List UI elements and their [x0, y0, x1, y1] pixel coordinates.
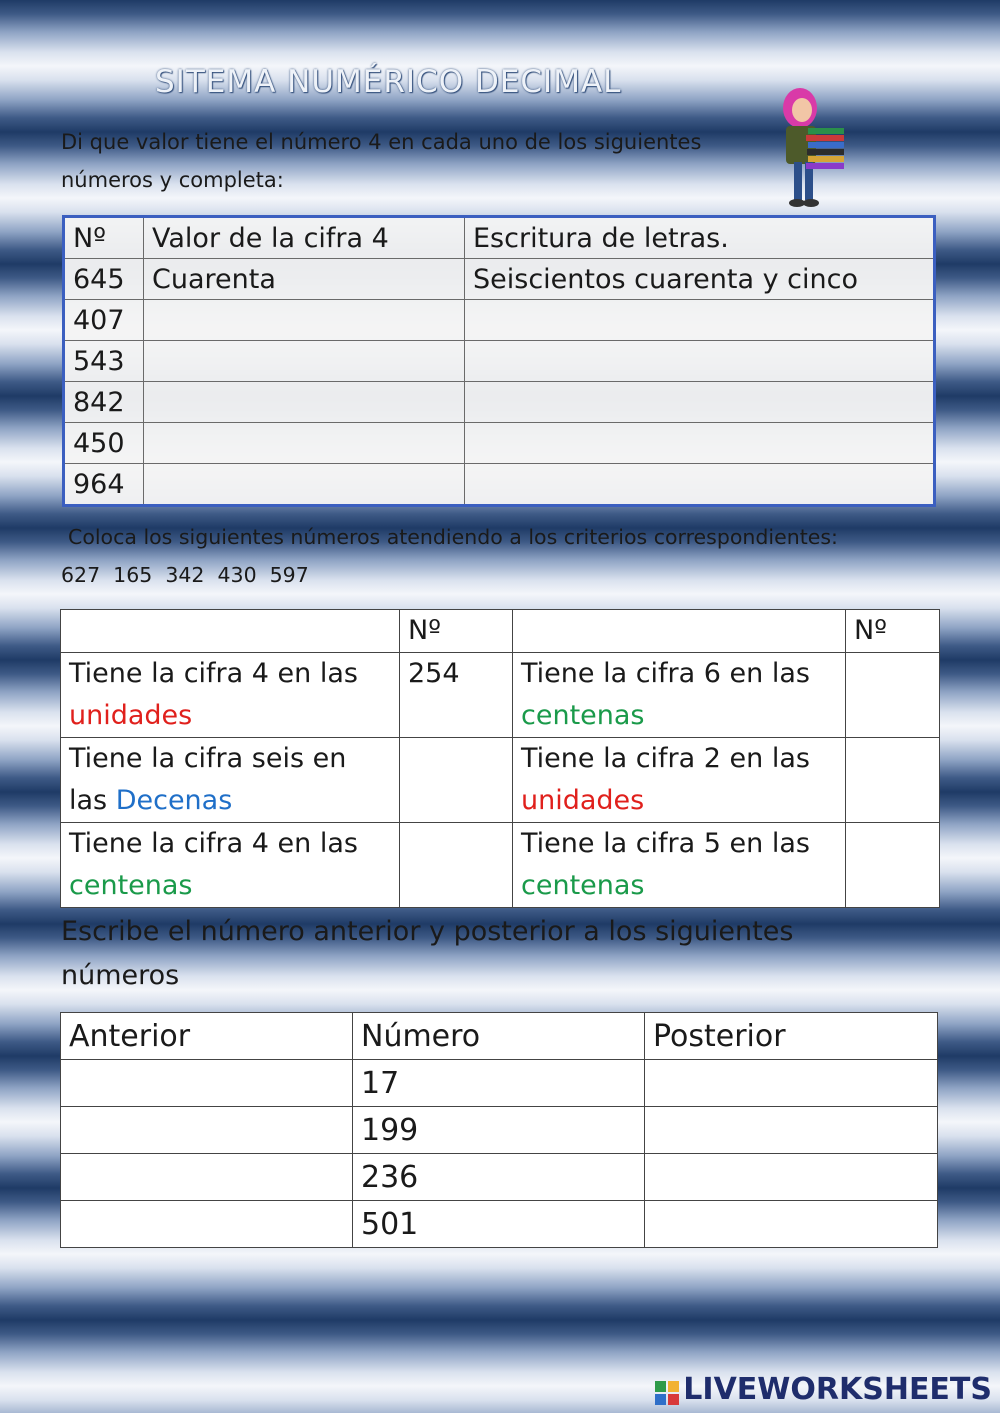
header-cell: Anterior	[61, 1013, 353, 1060]
liveworksheets-logo-text: LIVEWORKSHEETS	[683, 1372, 992, 1407]
words-input-cell[interactable]	[465, 382, 935, 423]
criterion-line-2	[69, 780, 391, 822]
table-row	[64, 464, 935, 506]
after-input-cell[interactable]	[645, 1201, 938, 1248]
criterion-cell	[61, 653, 400, 738]
table-row	[64, 382, 935, 423]
table-header-row	[64, 217, 935, 259]
number-cell: 407	[64, 300, 144, 341]
number-cell: 842	[64, 382, 144, 423]
criterion-text: Tiene la cifra seis en	[69, 743, 347, 774]
criterion-text: Tiene la cifra 5 en las	[521, 828, 810, 859]
criteria-table	[60, 609, 940, 908]
header-cell: Posterior	[645, 1013, 938, 1060]
number-cell: 17	[353, 1060, 645, 1107]
answer-cell[interactable]	[846, 823, 940, 908]
criterion-place: unidades	[521, 785, 645, 816]
value-input-cell[interactable]	[144, 300, 465, 341]
section2-text	[61, 518, 838, 594]
criterion-place: centenas	[69, 870, 193, 901]
criterion-text: Tiene la cifra 4 en las	[69, 658, 358, 689]
intro-line-1: Di que valor tiene el número 4 en cada uno de los siguientes	[61, 130, 702, 154]
answer-cell[interactable]	[400, 738, 513, 823]
table-row	[64, 423, 935, 464]
before-after-table	[60, 1012, 938, 1248]
table-row	[61, 1107, 938, 1154]
table-row	[64, 341, 935, 382]
header-cell: Nº	[846, 610, 940, 653]
criterion-place: centenas	[521, 700, 645, 731]
number-cell: 964	[64, 464, 144, 506]
header-cell: Número	[353, 1013, 645, 1060]
criterion-place: centenas	[521, 870, 645, 901]
after-input-cell[interactable]	[645, 1154, 938, 1201]
before-input-cell[interactable]	[61, 1201, 353, 1248]
value-input-cell[interactable]	[144, 464, 465, 506]
section3-line-2: números	[61, 960, 180, 991]
before-input-cell[interactable]	[61, 1154, 353, 1201]
liveworksheets-logo-icon	[655, 1378, 679, 1402]
number-cell: 543	[64, 341, 144, 382]
table-header-row	[61, 610, 940, 653]
criterion-text: Tiene la cifra 4 en las	[69, 828, 358, 859]
value-input-cell[interactable]	[144, 341, 465, 382]
header-cell-empty	[513, 610, 846, 653]
answer-cell[interactable]	[846, 738, 940, 823]
before-input-cell[interactable]	[61, 1107, 353, 1154]
table-row	[61, 738, 940, 823]
number-cell: 236	[353, 1154, 645, 1201]
number-cell: 450	[64, 423, 144, 464]
words-input-cell[interactable]	[465, 341, 935, 382]
header-cell: Nº	[64, 217, 144, 259]
intro-line-2: números y completa:	[61, 168, 284, 192]
words-input-cell[interactable]: Seiscientos cuarenta y cinco	[465, 259, 935, 300]
criterion-cell	[61, 823, 400, 908]
answer-cell[interactable]	[400, 823, 513, 908]
table-row	[61, 1060, 938, 1107]
table-row	[61, 1201, 938, 1248]
before-input-cell[interactable]	[61, 1060, 353, 1107]
criterion-cell	[513, 738, 846, 823]
criterion-text: Tiene la cifra 6 en las	[521, 658, 810, 689]
table-row	[64, 300, 935, 341]
value-input-cell[interactable]	[144, 382, 465, 423]
after-input-cell[interactable]	[645, 1107, 938, 1154]
number-cell: 199	[353, 1107, 645, 1154]
words-input-cell[interactable]	[465, 300, 935, 341]
criterion-place: unidades	[69, 700, 193, 731]
answer-cell[interactable]: 254	[400, 653, 513, 738]
table-row	[64, 259, 935, 300]
criterion-cell	[61, 738, 400, 823]
criterion-prefix: las	[69, 785, 116, 816]
criterion-text: Tiene la cifra 2 en las	[521, 743, 810, 774]
after-input-cell[interactable]	[645, 1060, 938, 1107]
value-input-cell[interactable]: Cuarenta	[144, 259, 465, 300]
section3-line-1: Escribe el número anterior y posterior a los siguientes	[61, 916, 794, 947]
words-input-cell[interactable]	[465, 464, 935, 506]
numbers-list: 627 165 342 430 597	[61, 563, 309, 587]
table-header-row	[61, 1013, 938, 1060]
intro-text	[61, 123, 701, 199]
criterion-cell	[513, 653, 846, 738]
liveworksheets-logo[interactable]	[655, 1372, 992, 1407]
table-row	[61, 653, 940, 738]
criterion-cell	[513, 823, 846, 908]
answer-cell[interactable]	[846, 653, 940, 738]
number-cell: 501	[353, 1201, 645, 1248]
girl-with-books-illustration	[772, 82, 850, 212]
header-cell-empty	[61, 610, 400, 653]
header-cell: Escritura de letras.	[465, 217, 935, 259]
header-cell: Valor de la cifra 4	[144, 217, 465, 259]
section3-text	[61, 910, 793, 998]
section2-instruction: Coloca los siguientes números atendiendo a los criterios correspondientes:	[68, 525, 838, 549]
criterion-place: Decenas	[115, 785, 233, 816]
number-cell: 645	[64, 259, 144, 300]
value-input-cell[interactable]	[144, 423, 465, 464]
table-row	[61, 823, 940, 908]
header-cell: Nº	[400, 610, 513, 653]
words-input-cell[interactable]	[465, 423, 935, 464]
value-table	[62, 215, 936, 507]
page-title: SITEMA NUMÉRICO DECIMAL	[155, 64, 622, 100]
table-row	[61, 1154, 938, 1201]
